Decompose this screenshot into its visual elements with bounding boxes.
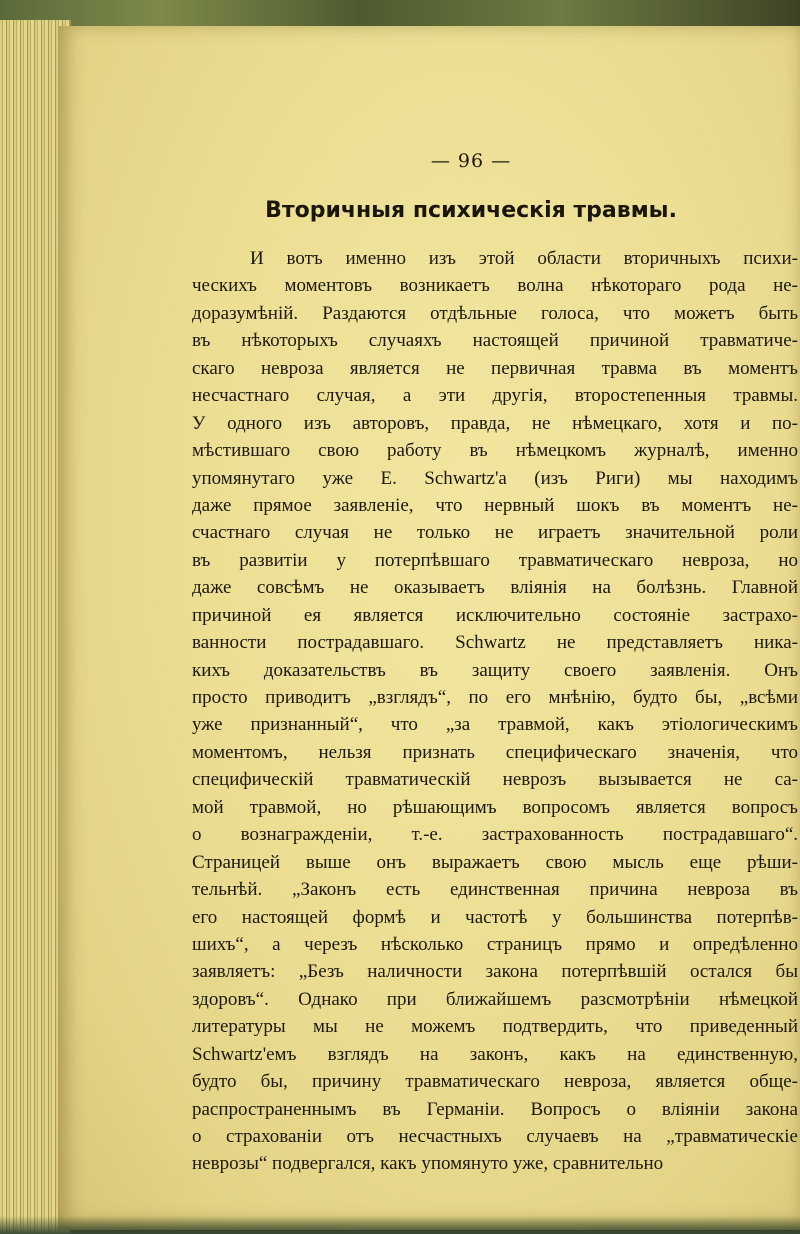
text-line: мѣстившаго свою работу въ нѣмецкомъ журналѣ, именно: [192, 440, 798, 462]
text-line: распространеннымъ въ Германіи. Вопросъ о вліяніи закона: [192, 1098, 798, 1120]
text-line: здоровъ“. Однако при ближайшемъ разсмотрѣніи нѣмецкой: [192, 988, 798, 1010]
text-line: специфическій травматическій неврозъ вызывается не са-: [192, 769, 798, 791]
text-line: упомянутаго уже E. Schwartz'a (изъ Риги) мы находимъ: [192, 467, 798, 489]
bottom-edge: [0, 1216, 800, 1234]
text-line: литературы мы не можемъ подтвердить, что приведенный: [192, 1016, 798, 1038]
text-line: Schwartz'емъ взглядъ на законъ, какъ на единственную,: [192, 1043, 798, 1065]
text-line: счастнаго случая не только не играетъ значительной роли: [192, 522, 798, 544]
text-line: о вознагражденіи, т.-е. застрахованность пострадавшаго“.: [192, 824, 798, 846]
text-line: будто бы, причину травматическаго невроза, является обще-: [192, 1071, 798, 1093]
text-line: моментомъ, нельзя признать специфическаго значенія, что: [192, 741, 798, 763]
text-line: даже совсѣмъ не оказываетъ вліянія на болѣзнь. Главной: [192, 577, 798, 599]
text-line: причиной ея является исключительно состояніе застрахо-: [192, 604, 798, 626]
text-line: даже прямое заявленіе, что нервный шокъ въ моментъ не-: [192, 494, 798, 516]
page-number: — 96 —: [430, 150, 512, 172]
text-line: заявляетъ: „Безъ наличности закона потерпѣвшій остался бы: [192, 961, 798, 983]
body-text: [192, 245, 798, 1178]
section-heading: Вторичныя психическія травмы.: [265, 198, 677, 223]
text-line: шихъ“, а черезъ нѣсколько страницъ прямо и опредѣленно: [192, 933, 798, 955]
text-line: его настоящей формѣ и частотѣ у большинства потерпѣв-: [192, 906, 798, 928]
text-line: тельнѣй. „Законъ есть единственная причина невроза въ: [192, 879, 798, 901]
text-line: въ развитіи у потерпѣвшаго травматическаго невроза, но: [192, 549, 798, 571]
text-line: И вотъ именно изъ этой области вторичныхъ психи-: [250, 248, 798, 269]
text-line: кихъ доказательствъ въ защиту своего заявленія. Онъ: [192, 659, 798, 681]
text-line: о страхованіи отъ несчастныхъ случаевъ на „травматическіе: [192, 1126, 798, 1147]
text-line: ванности пострадавшаго. Schwartz не представляетъ ника-: [192, 632, 798, 654]
text-line: доразумѣній. Раздаются отдѣльные голоса, что можетъ быть: [192, 302, 798, 324]
text-line: уже признанный“, что „за травмой, какъ этіологическимъ: [192, 714, 798, 736]
text-line: ческихъ моментовъ возникаетъ волна нѣкотораго рода не-: [192, 275, 798, 297]
text-line: У одного изъ авторовъ, правда, не нѣмецкаго, хотя и по-: [192, 412, 798, 434]
text-line: скаго невроза является не первичная травма въ моментъ: [192, 357, 798, 379]
text-line: Страницей выше онъ выражаетъ свою мысль еще рѣши-: [192, 851, 798, 873]
text-line: мой травмой, но рѣшающимъ вопросомъ является вопросъ: [192, 796, 798, 818]
text-line: неврозы“ подвергался, какъ упомянуто уже, сравнительно: [192, 1153, 664, 1175]
text-line: въ нѣкоторыхъ случаяхъ настоящей причиной травматиче-: [192, 330, 798, 352]
text-line: несчастнаго случая, а эти другія, второстепенныя травмы.: [192, 385, 798, 407]
text-line: просто приводитъ „взглядъ“, по его мнѣнію, будто бы, „всѣми: [192, 687, 798, 708]
